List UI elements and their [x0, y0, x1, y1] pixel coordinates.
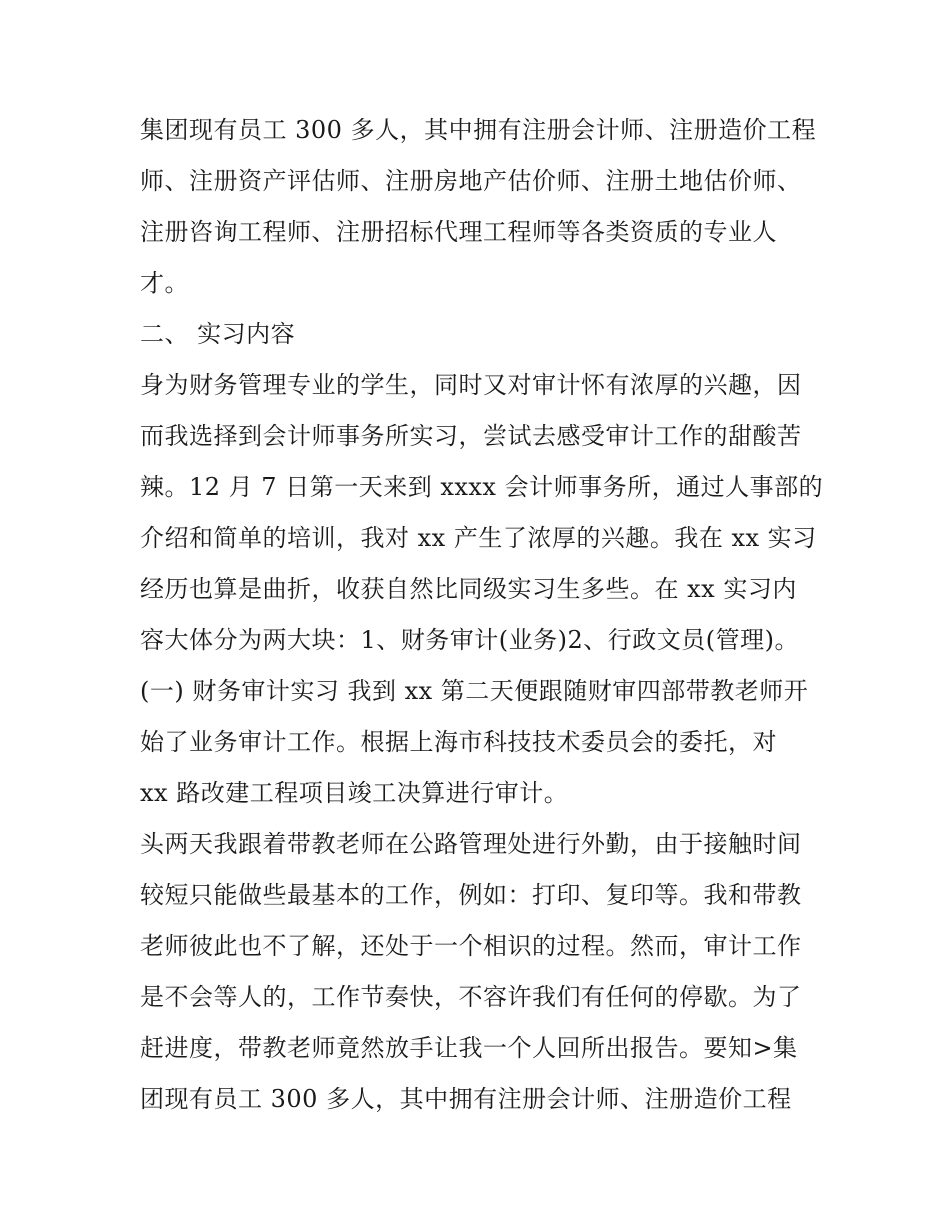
text-line: 辣。12 月 7 日第一天来到 xxxx 会计师事务所，通过人事部的	[140, 473, 824, 501]
text-line: 较短只能做些最基本的工作，例如：打印、复印等。我和带教	[140, 881, 802, 909]
section-heading: 二、 实习内容	[140, 320, 296, 348]
text-line: 容大体分为两大块：1、财务审计(业务)2、行政文员(管理)。	[140, 626, 799, 654]
text-line: xx 路改建工程项目竣工决算进行审计。	[140, 779, 569, 807]
document-body	[140, 105, 824, 1125]
text-line: 身为财务管理专业的学生，同时又对审计怀有浓厚的兴趣，因	[140, 371, 802, 399]
text-line: 团现有员工 300 多人，其中拥有注册会计师、注册造价工程	[140, 1085, 792, 1113]
text-line: 才。	[140, 269, 189, 297]
text-line: 经历也算是曲折，收获自然比同级实习生多些。在 xx 实习内	[140, 575, 797, 603]
text-line: 师、注册资产评估师、注册房地产估价师、注册土地估价师、	[140, 167, 802, 195]
text-line: 注册咨询工程师、注册招标代理工程师等各类资质的专业人	[140, 218, 777, 246]
text-line: 赶进度，带教老师竟然放手让我一个人回所出报告。要知>集	[140, 1034, 798, 1062]
text-line: 集团现有员工 300 多人，其中拥有注册会计师、注册造价工程	[140, 116, 817, 144]
text-line: (一) 财务审计实习 我到 xx 第二天便跟随财审四部带教老师开	[140, 677, 809, 705]
text-line: 老师彼此也不了解，还处于一个相识的过程。然而，审计工作	[140, 932, 802, 960]
text-line: 介绍和简单的培训，我对 xx 产生了浓厚的兴趣。我在 xx 实习	[140, 524, 817, 552]
text-line: 而我选择到会计师事务所实习，尝试去感受审计工作的甜酸苦	[140, 422, 802, 450]
text-line: 是不会等人的，工作节奏快，不容许我们有任何的停歇。为了	[140, 983, 802, 1011]
text-line: 头两天我跟着带教老师在公路管理处进行外勤，由于接触时间	[140, 830, 802, 858]
text-line: 始了业务审计工作。根据上海市科技技术委员会的委托，对	[140, 728, 777, 756]
